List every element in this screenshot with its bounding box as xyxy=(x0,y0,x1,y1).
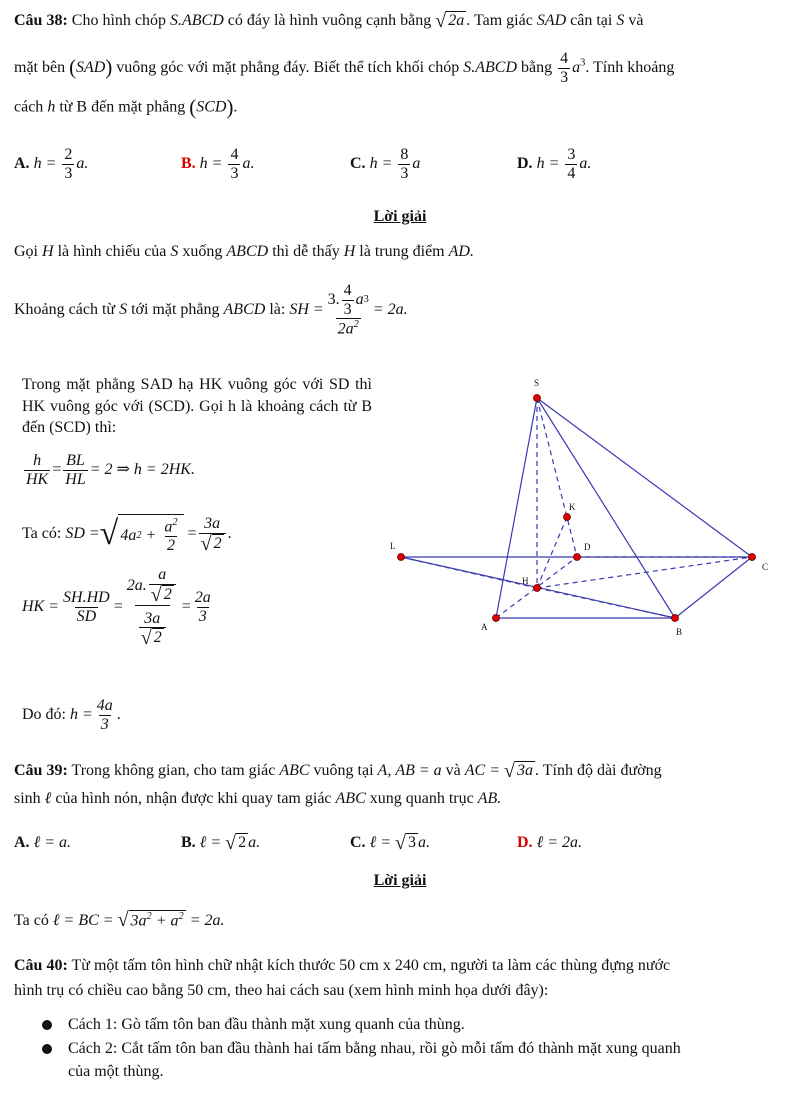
text: xuống xyxy=(182,243,223,260)
sh-num-tail: a xyxy=(355,291,364,309)
q39-line1 xyxy=(14,760,789,782)
edge-sa xyxy=(496,398,537,618)
frac-num: h xyxy=(33,452,42,469)
q38-face: SAD xyxy=(76,58,106,76)
text: Ta có xyxy=(14,912,49,929)
point-b xyxy=(672,615,679,622)
frac-den: $2a^2$ xyxy=(337,319,359,338)
text: là trung điểm xyxy=(359,243,445,260)
frac-den: HL xyxy=(65,470,86,488)
q38-option-d[interactable] xyxy=(517,146,591,182)
sh-frac xyxy=(326,282,371,338)
option-lhs: h = xyxy=(369,154,393,172)
text: xung quanh trục xyxy=(369,790,474,807)
q40-bullet-2-cont: của một thùng. xyxy=(68,1063,164,1080)
frac-num: 4 xyxy=(560,50,569,67)
text: Do đó: xyxy=(22,706,66,724)
sol39-title: Lời giải xyxy=(373,872,427,889)
option-text: ℓ = xyxy=(369,834,392,851)
option-frac xyxy=(228,146,240,182)
point-a xyxy=(493,615,500,622)
var-abc: ABC xyxy=(279,762,310,779)
option-lhs: h = xyxy=(199,154,223,172)
text: . Tính độ dài đường xyxy=(535,762,662,779)
q38-vol-tail: a xyxy=(572,58,581,76)
q39-option-b[interactable] xyxy=(181,832,260,854)
q38-plane: SCD xyxy=(196,98,227,116)
label-s: S xyxy=(534,378,540,388)
option-tail: a. xyxy=(242,154,255,172)
option-key: A. xyxy=(14,834,30,851)
label-c: C xyxy=(762,562,769,572)
final-lhs: h = xyxy=(70,706,93,724)
label-b: B xyxy=(676,627,683,637)
edge-sd xyxy=(537,398,577,557)
frac-num: a xyxy=(158,566,167,583)
frac-den xyxy=(135,605,170,649)
q38-option-b[interactable] xyxy=(181,146,254,182)
text: Từ một tấm tôn hình chữ nhật kích thước 50 cm x 240 cm, người ta làm các thùng đựng nước xyxy=(71,957,671,974)
q39-option-a[interactable] xyxy=(14,832,71,854)
option-tail: a. xyxy=(418,834,431,851)
var-abc: ABC xyxy=(335,790,366,807)
option-lhs: h = xyxy=(33,154,57,172)
frac-inner: a √ 2 xyxy=(149,566,176,605)
frac-num: BL xyxy=(66,452,85,469)
sqrt-arg: 2 xyxy=(153,629,162,647)
sol38-title: Lời giải xyxy=(373,208,427,225)
sqrt: √ 3a xyxy=(504,760,534,783)
q38-h: h xyxy=(47,98,56,116)
sol39-rhs: = 2a. xyxy=(189,912,225,929)
frac-num: 3 xyxy=(567,146,576,163)
q38-text: . Tính khoảng xyxy=(585,58,675,76)
q38-text: từ B đến mặt phẳng xyxy=(59,98,186,116)
hk-frac-2 xyxy=(125,566,180,648)
var-abcd: ABCD xyxy=(226,243,269,260)
edge-sc xyxy=(537,398,752,557)
text: Trong không gian, cho tam giác xyxy=(71,762,276,779)
text: Gọi xyxy=(14,243,38,260)
q38-line2: mặt bên (SAD) vuông góc với mặt phẳng đáy. Biết thể tích khối chóp S.ABCD bằng $\frac{4}{3}$ $a^3$. Tính khoảng xyxy=(14,50,675,86)
sqrt: √ 2 xyxy=(225,832,247,855)
q38-side: 2a xyxy=(448,12,465,30)
var-ell: ℓ xyxy=(44,790,52,807)
option-tail: a. xyxy=(76,154,89,172)
frac xyxy=(162,517,179,555)
q38-text: cách xyxy=(14,98,44,116)
point-k xyxy=(564,514,571,521)
q38-text: Cho hình chóp xyxy=(71,12,166,29)
sh-den: 2a xyxy=(337,320,354,338)
q40-line2: hình trụ có chiều cao bằng 50 cm, theo hai cách sau (xem hình minh họa dưới đây): xyxy=(14,982,549,999)
sqrt: √ 4a 2 + $\frac{a^2}{2}$ xyxy=(100,514,184,555)
hk-frac-1 xyxy=(61,589,112,625)
frac-num: 4a xyxy=(96,697,113,714)
q38-option-c[interactable] xyxy=(350,146,420,182)
sol38-sd: Ta có: SD = √ 4a 2 + $\frac{a^2}{2}$ = 3a √ 2 . xyxy=(22,514,232,555)
bullet-icon xyxy=(42,1044,52,1054)
frac-num: 3. $\frac{4}{3}$ a 3 xyxy=(327,282,369,318)
label-h: H xyxy=(522,576,529,586)
option-frac xyxy=(398,146,410,182)
frac-inner xyxy=(342,282,354,318)
frac-num: 4 xyxy=(343,282,352,299)
label-a: A xyxy=(481,622,488,632)
sh-lhs: SH = xyxy=(289,301,324,319)
point-l xyxy=(398,554,405,561)
q38-sad: SAD xyxy=(536,12,567,29)
var-ad: AD. xyxy=(448,243,474,260)
bullet-text: Cách 2: Cắt tấm tôn ban đầu thành hai tấm bằng nhau, rồi gò mỗi tấm đó thành mặt xung quanh xyxy=(68,1040,681,1057)
var-a: A, xyxy=(377,762,392,779)
option-key: D. xyxy=(517,834,533,851)
sd-lhs: SD = xyxy=(65,525,100,543)
option-lhs: h = xyxy=(536,154,560,172)
label-d: D xyxy=(584,542,591,552)
option-key: C. xyxy=(350,154,366,172)
sol38-p2 xyxy=(14,282,408,338)
sol38-final: Do đó: h = $\frac{4a}{3}$ . xyxy=(22,697,121,733)
var-s: S xyxy=(170,243,179,260)
option-text: ℓ = xyxy=(199,834,222,851)
q38-pyramid: S.ABCD xyxy=(463,58,517,76)
sh-num-a: 3. xyxy=(327,291,340,309)
edge-hc xyxy=(537,557,752,588)
sol38-p3: Trong mặt phẳng SAD hạ HK vuông góc với SD thì HK vuông góc với (SCD). Gọi h là khoảng cách từ B đến (SCD) thì: xyxy=(22,376,372,437)
sd-in1: 4a xyxy=(120,526,137,544)
frac-num: 2 xyxy=(64,146,73,163)
frac-num: 3a xyxy=(144,609,161,627)
var-h: H xyxy=(343,243,356,260)
frac-num: 8 xyxy=(400,146,409,163)
bullet-text: Cách 1: Gò tấm tôn ban đầu thành mặt xung quanh của thùng. xyxy=(68,1016,465,1033)
label-l: L xyxy=(390,541,396,551)
frac-den: 3 xyxy=(64,164,73,182)
var-ab: AB = a xyxy=(395,762,442,779)
q38-text: mặt bên xyxy=(14,58,66,76)
option-key: A. xyxy=(14,154,30,172)
point-h xyxy=(534,585,541,592)
q38-text: cân tại xyxy=(570,12,613,29)
hk-lhs: HK = xyxy=(22,598,60,616)
text: tới mặt phẳng xyxy=(131,301,220,319)
q39-line2 xyxy=(14,788,501,810)
frac-num: SH.HD xyxy=(63,589,110,606)
frac-num xyxy=(125,566,180,605)
label-k: K xyxy=(569,502,576,512)
var-h: H xyxy=(42,243,54,260)
option-tail: a. xyxy=(579,154,592,172)
frac-den: 3 xyxy=(198,607,207,625)
hk-result-frac xyxy=(193,589,213,625)
sol38-p1 xyxy=(14,241,474,263)
sqrt-arg: 2 xyxy=(163,585,172,603)
text: là hình chiếu của xyxy=(57,243,167,260)
var-s: S xyxy=(119,301,128,319)
frac-den: 3 xyxy=(343,300,352,318)
sol39-lhs: ℓ = BC = xyxy=(52,912,114,929)
option-key: B. xyxy=(181,154,196,172)
frac-den: HK xyxy=(26,470,49,488)
sqrt-arg: 3a xyxy=(130,912,147,930)
q40-label: Câu 40: xyxy=(14,957,68,974)
q38-line1 xyxy=(14,10,789,32)
option-frac xyxy=(565,146,577,182)
option-tail: a. xyxy=(248,834,261,851)
q40-line1 xyxy=(14,955,789,977)
frac-inner: 3a √ 2 xyxy=(139,610,166,649)
frac-den: 3 xyxy=(400,164,409,182)
frac-den: 3 xyxy=(560,68,569,86)
frac-den: √ 2 xyxy=(199,533,226,554)
text: là: xyxy=(269,301,286,319)
sqrt: √ 2a xyxy=(435,10,465,33)
q39-option-d[interactable] xyxy=(517,832,582,854)
text: của hình nón, nhận được khi quay tam giác xyxy=(55,790,332,807)
pyramid-figure xyxy=(380,370,790,650)
var-abcd: ABCD xyxy=(223,301,266,319)
q38-text: bằng xyxy=(521,58,553,76)
ratio-frac-1 xyxy=(24,452,50,488)
final-frac xyxy=(95,697,115,733)
frac-den: 4 xyxy=(567,164,576,182)
frac-den: 2 xyxy=(166,536,175,554)
sol39-line xyxy=(14,910,225,932)
option-key: C. xyxy=(350,834,366,851)
text: sinh xyxy=(14,790,41,807)
bullet-icon xyxy=(42,1020,52,1030)
hk-top: 2a. xyxy=(126,576,147,594)
edge-hk xyxy=(537,517,567,588)
q38-volume-frac xyxy=(558,50,570,86)
option-text: ℓ = 2a. xyxy=(536,834,583,851)
q40-bullet-2 xyxy=(42,1038,681,1060)
ratio-frac-2 xyxy=(63,452,87,488)
sqrt-arg: 2 xyxy=(238,834,247,852)
frac-num: 3a xyxy=(204,514,221,532)
sqrt-arg: 3a xyxy=(517,762,534,780)
frac-num: 4 xyxy=(230,146,239,163)
frac-num-text: a xyxy=(164,518,173,536)
sol38-hk: HK = $\frac{SH.HD}{SD}$ = 2a. a √ 2 3a √ 2 = $\frac{2a}{3}$ xyxy=(22,566,211,650)
edge-bc xyxy=(675,557,752,618)
q39-label: Câu 39: xyxy=(14,762,68,779)
option-text: ℓ = a. xyxy=(33,834,72,851)
option-tail: a xyxy=(412,154,421,172)
point-d xyxy=(574,554,581,561)
sol38-ratio: $\frac{h}{HK}$ = $\frac{BL}{HL}$ = 2 ⇒ h = 2HK. xyxy=(26,452,195,488)
var-ac: AC = xyxy=(464,762,501,779)
text: Ta có: xyxy=(22,525,62,543)
q39-option-c[interactable] xyxy=(350,832,430,854)
option-frac xyxy=(62,146,74,182)
q38-text: . Tam giác xyxy=(466,12,533,29)
q38-text: có đáy là hình vuông cạnh bằng xyxy=(227,12,432,29)
q40-bullet-1 xyxy=(42,1014,465,1036)
text: Khoảng cách từ xyxy=(14,301,116,319)
ratio-tail: = 2 ⇒ h = 2HK. xyxy=(89,461,195,479)
text: vuông tại xyxy=(313,762,374,779)
frac-num: 2a xyxy=(194,589,211,606)
q38-text: và xyxy=(628,12,644,29)
q38-option-a[interactable] xyxy=(14,146,88,182)
sqrt: √ $3a^2 + a^2$ xyxy=(117,909,184,932)
sqrt-arg: 2 xyxy=(213,534,222,552)
option-key: B. xyxy=(181,834,196,851)
sqrt-arg: 3 xyxy=(408,834,417,852)
frac-den: 3 xyxy=(230,164,239,182)
q38-s: S xyxy=(616,12,625,29)
q38-label: Câu 38: xyxy=(14,12,68,29)
frac-den: SD xyxy=(76,607,97,625)
text: và xyxy=(445,762,461,779)
sqrt-arg-tail: + a xyxy=(155,912,179,930)
q38-line3: cách h từ B đến mặt phẳng (SCD). xyxy=(14,96,238,119)
frac-num: $a^2$ xyxy=(164,517,178,536)
frac-den: 3 xyxy=(100,715,109,733)
sqrt: √ 3 xyxy=(395,832,417,855)
sd-result-frac xyxy=(199,515,226,554)
point-c xyxy=(749,554,756,561)
q38-text: vuông góc với mặt phẳng đáy. Biết thể tích khối chóp xyxy=(116,58,460,76)
text: thì dễ thấy xyxy=(272,243,340,260)
point-s xyxy=(534,395,541,402)
sh-rhs: = 2a. xyxy=(372,301,408,319)
option-key: D. xyxy=(517,154,533,172)
q38-pyramid: S.ABCD xyxy=(170,12,224,29)
var-axis: AB. xyxy=(477,790,502,807)
